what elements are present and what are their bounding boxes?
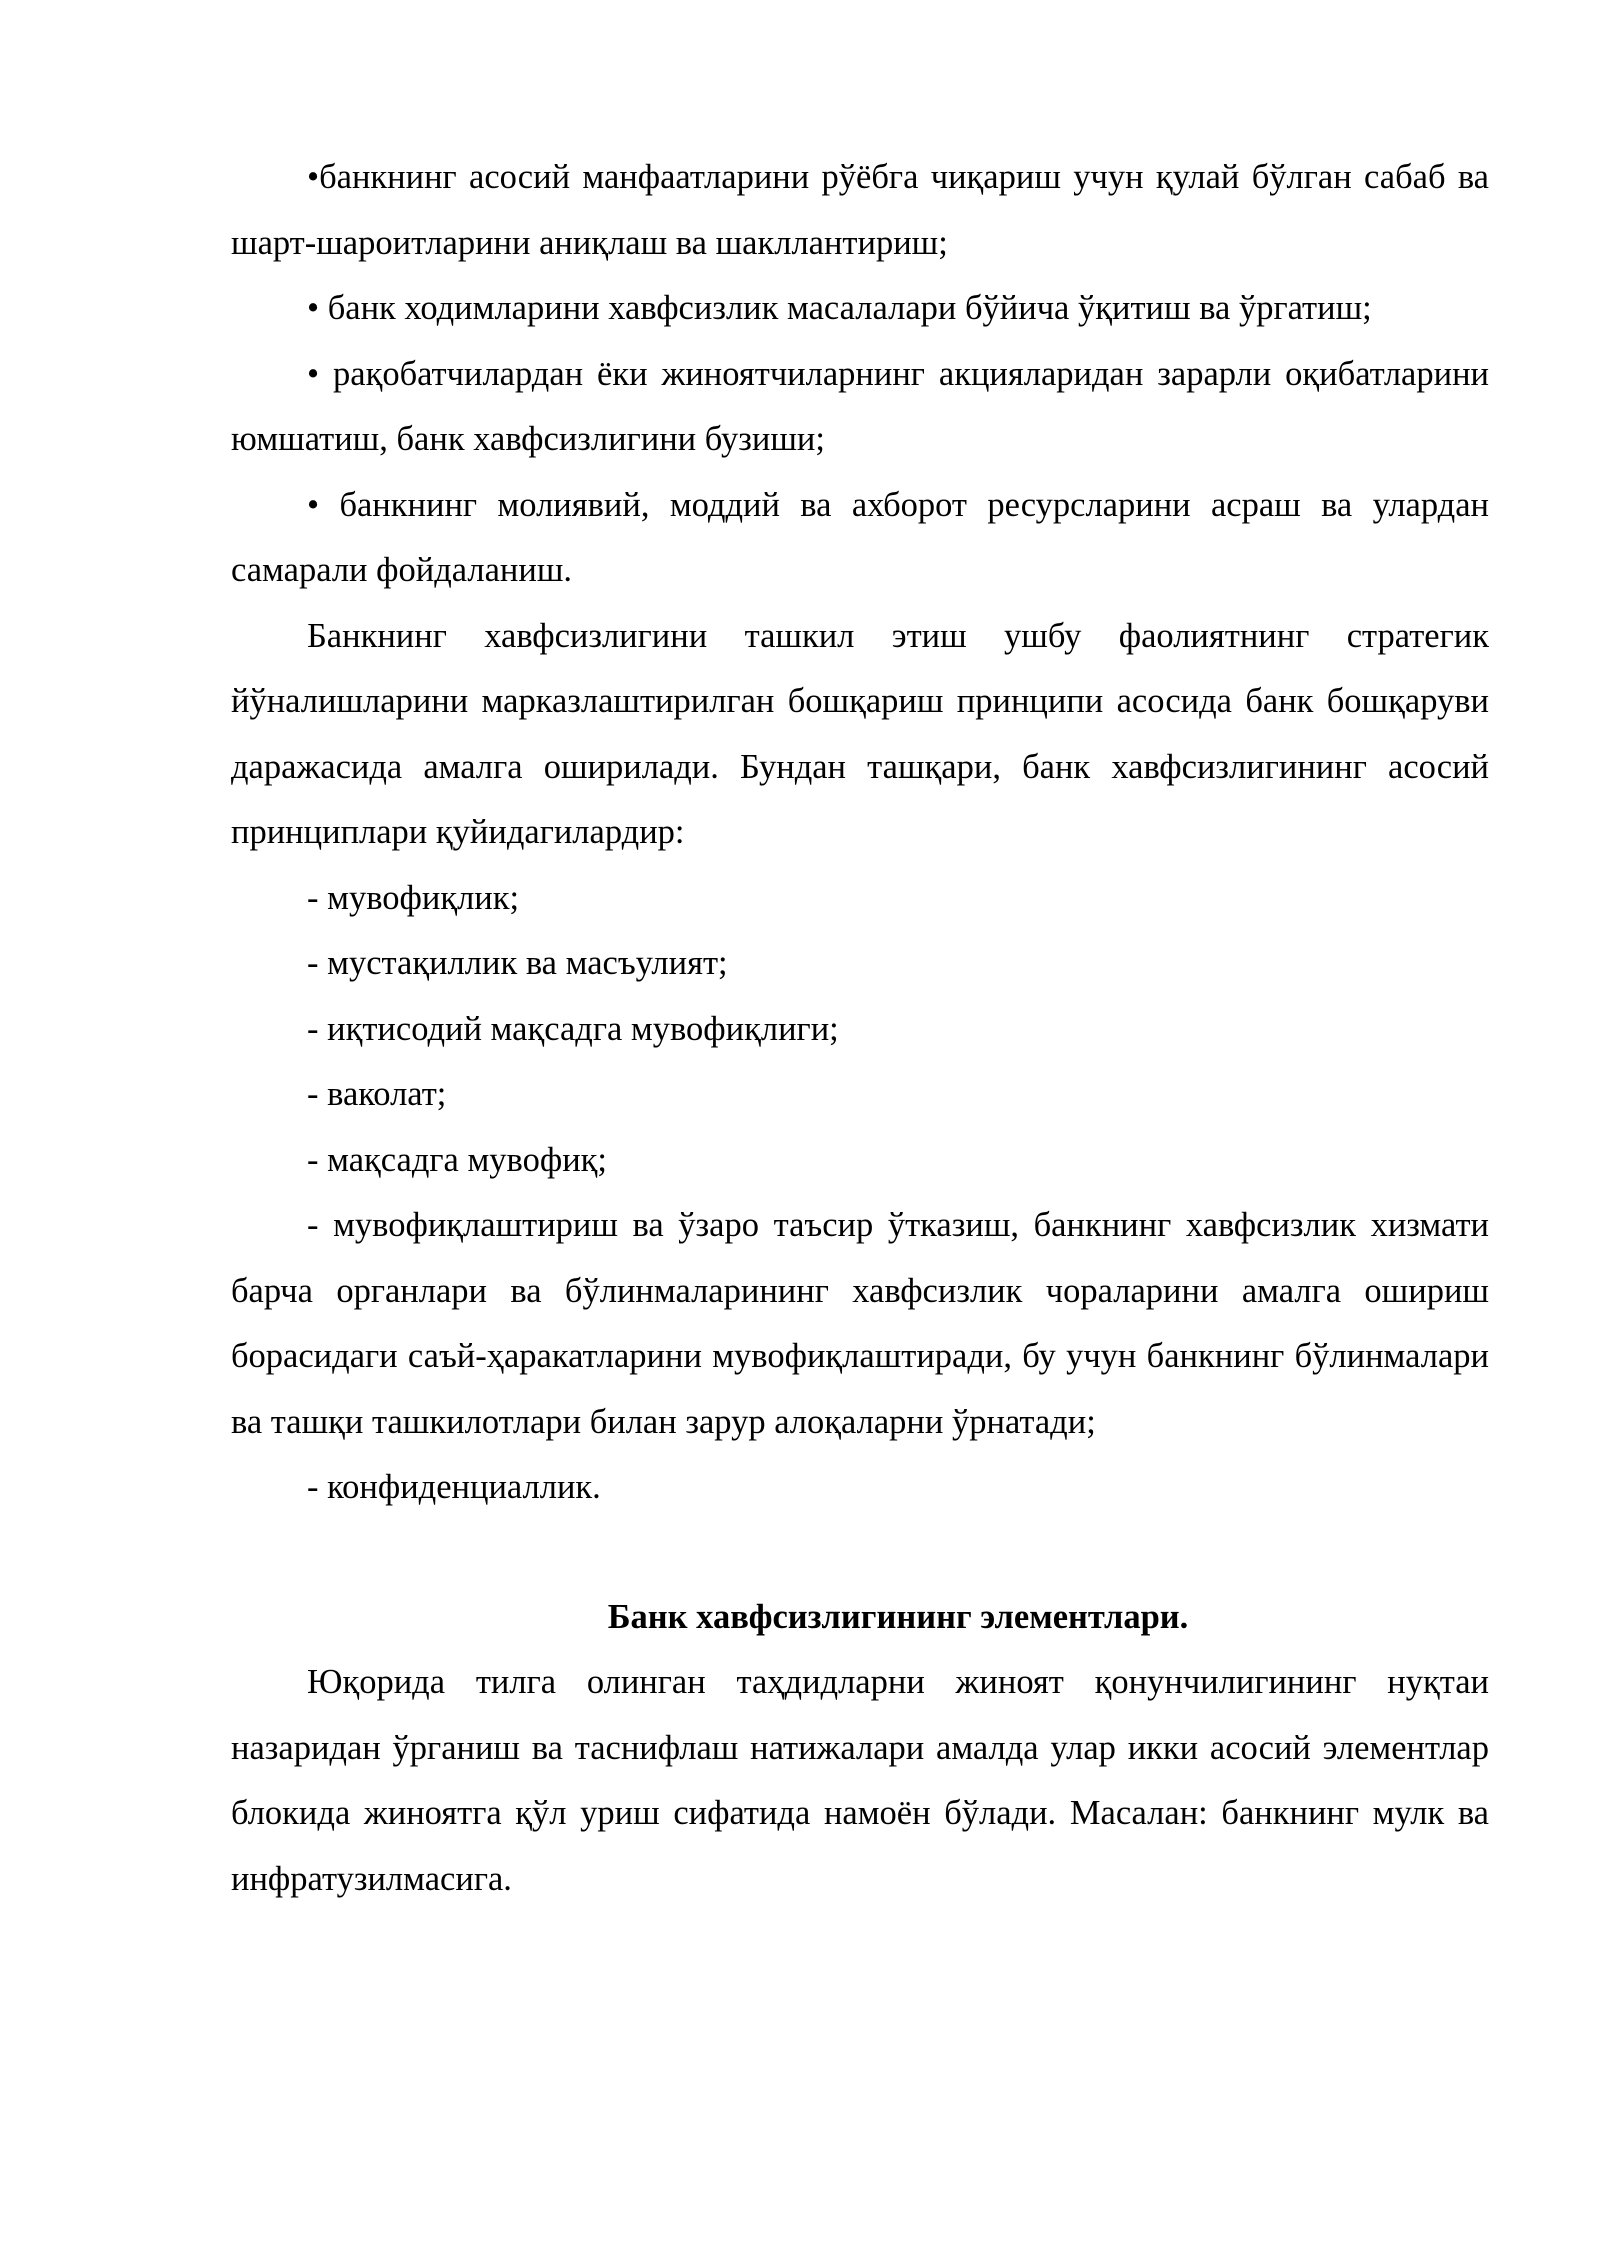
- list-item: - мувофиқлик;: [307, 878, 520, 917]
- list-item: - мустақиллик ва масъулият;: [307, 944, 728, 982]
- list-item: - конфиденциаллик.: [307, 1468, 601, 1506]
- body-paragraph: Банкнинг хавфсизлигини ташкил этиш ушбу фаолиятнинг стратегик йўналишларини марказлаштирилган бошқариш принципи асосида банк бошқаруви даражасида амалга оширилади. Бундан ташқари, банк хавфсизлигининг асосий принциплари қуйидагилардир:: [231, 616, 1489, 851]
- bullet-paragraph: • рақобатчилардан ёки жиноятчиларнинг акцияларидан зарарли оқибатларини юмшатиш, банк хавфсизлигини бузиши;: [231, 354, 1489, 458]
- body-paragraph: Юқорида тилга олинган таҳдидларни жиноят қонунчилигининг нуқтаи назаридан ўрганиш ва таснифлаш натижалари амалда улар икки асосий элементлар блокида жиноятга қўл уриш сифатида намоён бўлади. Масалан: банкнинг мулк ва инфратузилмасига.: [231, 1663, 1489, 1898]
- list-item: - иқтисодий мақсадга мувофиқлиги;: [307, 1009, 839, 1048]
- section-heading: Банк хавфсизлигининг элементлари.: [607, 1597, 1189, 1636]
- list-item: - ваколат;: [307, 1075, 447, 1113]
- document-page: [231, 145, 1489, 1912]
- bullet-paragraph: • банкнинг молиявий, моддий ва ахборот ресурсларини асраш ва улардан самарали фойдаланиш.: [231, 485, 1489, 589]
- list-item: - мувофиқлаштириш ва ўзаро таъсир ўтказиш, банкнинг хавфсизлик хизмати барча органлари ва бўлинмаларининг хавфсизлик чораларини амалга ошириш борасидаги саъй-ҳаракатларини мувофиқлаштиради, бу учун банкнинг бўлинмалари ва ташқи ташкилотлари билан зарур алоқаларни ўрнатади;: [231, 1206, 1489, 1441]
- list-item: - мақсадга мувофиқ;: [307, 1140, 608, 1179]
- bullet-paragraph: • банк ходимларини хавфсизлик масалалари бўйича ўқитиш ва ўргатиш;: [307, 289, 1372, 327]
- bullet-paragraph: •банкнинг асосий манфаатларини рўёбга чиқариш учун қулай бўлган сабаб ва шарт-шароитларини аниқлаш ва шакллантириш;: [231, 158, 1489, 262]
